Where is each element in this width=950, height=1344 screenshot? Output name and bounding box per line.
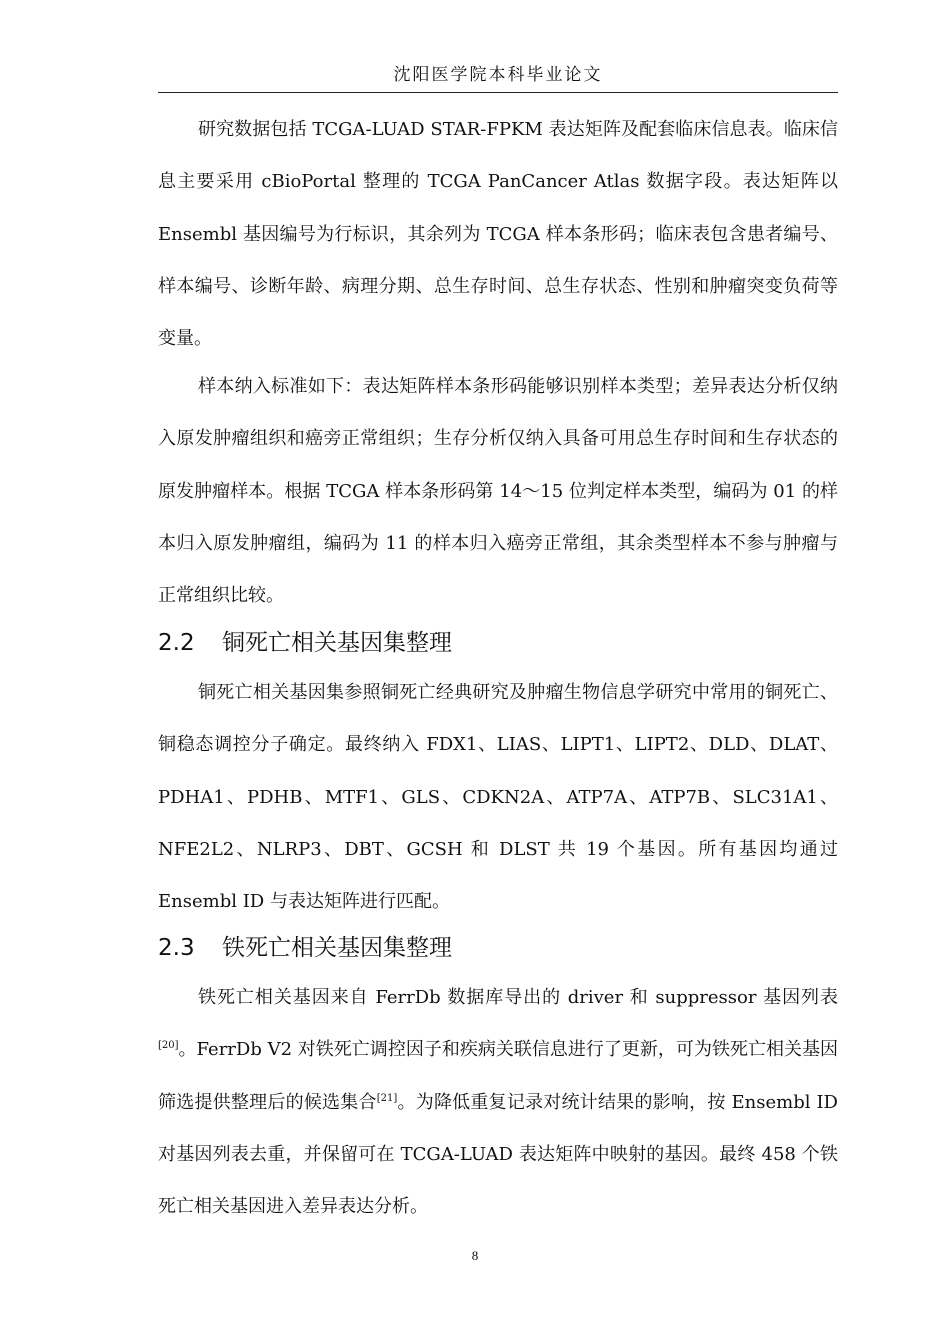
- section-heading-2-3: [158, 932, 838, 964]
- paragraph-text: 铁死亡相关基因来自 FerrDb 数据库导出的 driver 和 suppressor 基因列表: [198, 987, 838, 1008]
- paragraph-text: 。为降低重复记录对统计结果的影响，按 Ensembl ID 对基因列表去重，并保留可在 TCGA-LUAD 表达矩阵中映射的基因。最终 458 个铁死亡相关基因进入差异表达分析。: [158, 1091, 838, 1218]
- section-heading-2-2: [158, 627, 838, 659]
- paragraph-text: 。FerrDb V2 对铁死亡调控因子和疾病关联信息进行了更新，可为铁死亡相关基因筛选提供整理后的候选集合: [158, 1039, 838, 1113]
- section-number: 2.3: [158, 935, 195, 961]
- paragraph-ferroptosis-genes: [158, 972, 838, 1233]
- section-title: 铁死亡相关基因集整理: [222, 935, 452, 961]
- running-header: 沈阳医学院本科毕业论文: [393, 65, 603, 85]
- citation-link[interactable]: [21]: [376, 1092, 398, 1104]
- section-number: 2.2: [158, 630, 195, 656]
- paragraph-data-sources: 研究数据包括 TCGA-LUAD STAR-FPKM 表达矩阵及配套临床信息表。临床信息主要采用 cBioPortal 整理的 TCGA PanCancer Atlas 数据字段。表达矩阵以 Ensembl 基因编号为行标识，其余列为 TCGA 样本条形码；临床表包含患者编号、样本编号、诊断年龄、病理分期、总生存时间、总生存状态、性别和肿瘤突变负荷等变量。: [158, 119, 838, 350]
- paragraph-cuproptosis-genes: 铜死亡相关基因集参照铜死亡经典研究及肿瘤生物信息学研究中常用的铜死亡、铜稳态调控分子确定。最终纳入 FDX1、LIAS、LIPT1、LIPT2、DLD、DLAT、PDHA1、PDHB、MTF1、GLS、CDKN2A、ATP7A、ATP7B、SLC31A1、NFE2L2、NLRP3、DBT、GCSH 和 DLST 共 19 个基因。所有基因均通过 Ensembl ID 与表达矩阵进行匹配。: [158, 682, 838, 913]
- section-title: 铜死亡相关基因集整理: [222, 630, 452, 656]
- page-number: 8: [471, 1248, 479, 1263]
- header-rule: [158, 92, 838, 93]
- citation-link[interactable]: [20]: [158, 1040, 179, 1052]
- paragraph-sample-inclusion: 样本纳入标准如下：表达矩阵样本条形码能够识别样本类型；差异表达分析仅纳入原发肿瘤组织和癌旁正常组织；生存分析仅纳入具备可用总生存时间和生存状态的原发肿瘤样本。根据 TCGA 样本条形码第 14～15 位判定样本类型，编码为 01 的样本归入原发肿瘤组，编码为 11 的样本归入癌旁正常组，其余类型样本不参与肿瘤与正常组织比较。: [158, 376, 838, 607]
